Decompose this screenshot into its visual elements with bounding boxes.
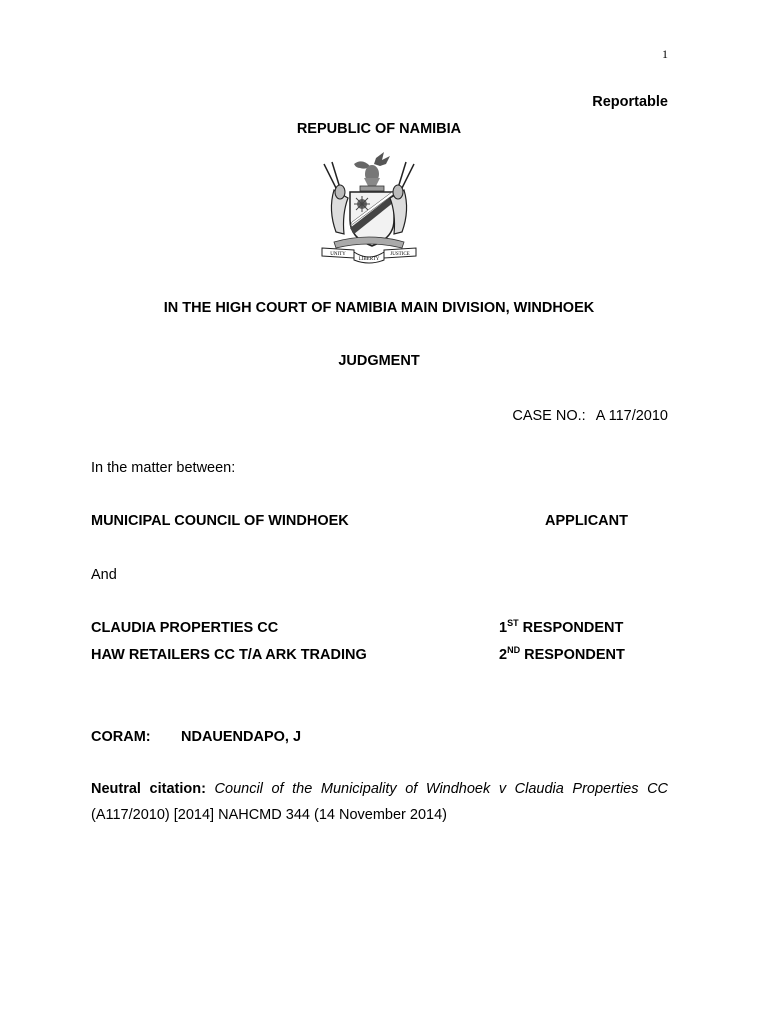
respondent-2-role xyxy=(499,647,625,663)
page-number: 1 xyxy=(662,47,668,61)
case-number-value: A 117/2010 xyxy=(595,408,668,424)
respondent-1-name: CLAUDIA PROPERTIES CC xyxy=(91,620,279,636)
and-label: And xyxy=(91,567,117,583)
motto-left: UNITY xyxy=(330,252,346,257)
respondent-2-ordinal-suffix: ND xyxy=(507,645,521,655)
respondent-1-ordinal-suffix: ST xyxy=(507,618,519,628)
reportable-label: Reportable xyxy=(592,94,668,110)
namibia-coat-of-arms-icon xyxy=(314,150,424,264)
coram-label: CORAM: xyxy=(91,729,151,745)
respondent-2-ordinal: 2 xyxy=(499,647,508,663)
applicant-role: APPLICANT xyxy=(545,513,628,529)
applicant-name: MUNICIPAL COUNCIL OF WINDHOEK xyxy=(91,513,349,529)
neutral-citation-case-name: Council of the Municipality of Windhoek v Claudia Properties CC xyxy=(214,781,669,797)
case-number-label: CASE NO.: xyxy=(512,408,586,424)
judgment-heading: JUDGMENT xyxy=(338,353,420,369)
matter-between: In the matter between: xyxy=(91,460,236,476)
motto-center: LIBERTY xyxy=(358,257,380,262)
republic-heading: REPUBLIC OF NAMIBIA xyxy=(296,121,462,137)
respondent-2-role-text: RESPONDENT xyxy=(524,647,625,663)
neutral-citation-reference: (A117/2010) [2014] NAHCMD 344 (14 November 2014) xyxy=(91,807,447,823)
case-number xyxy=(512,408,668,424)
neutral-citation xyxy=(91,781,668,797)
respondent-2-name: HAW RETAILERS CC T/A ARK TRADING xyxy=(91,647,367,663)
neutral-citation-label: Neutral citation: xyxy=(91,781,206,797)
respondent-1-role xyxy=(499,620,623,636)
coram-value: NDAUENDAPO, J xyxy=(181,729,302,745)
motto-right: JUSTICE xyxy=(390,252,410,257)
respondent-1-role-text: RESPONDENT xyxy=(522,620,624,636)
respondent-1-ordinal: 1 xyxy=(499,620,508,636)
court-heading: IN THE HIGH COURT OF NAMIBIA MAIN DIVISION, WINDHOEK xyxy=(163,300,595,316)
